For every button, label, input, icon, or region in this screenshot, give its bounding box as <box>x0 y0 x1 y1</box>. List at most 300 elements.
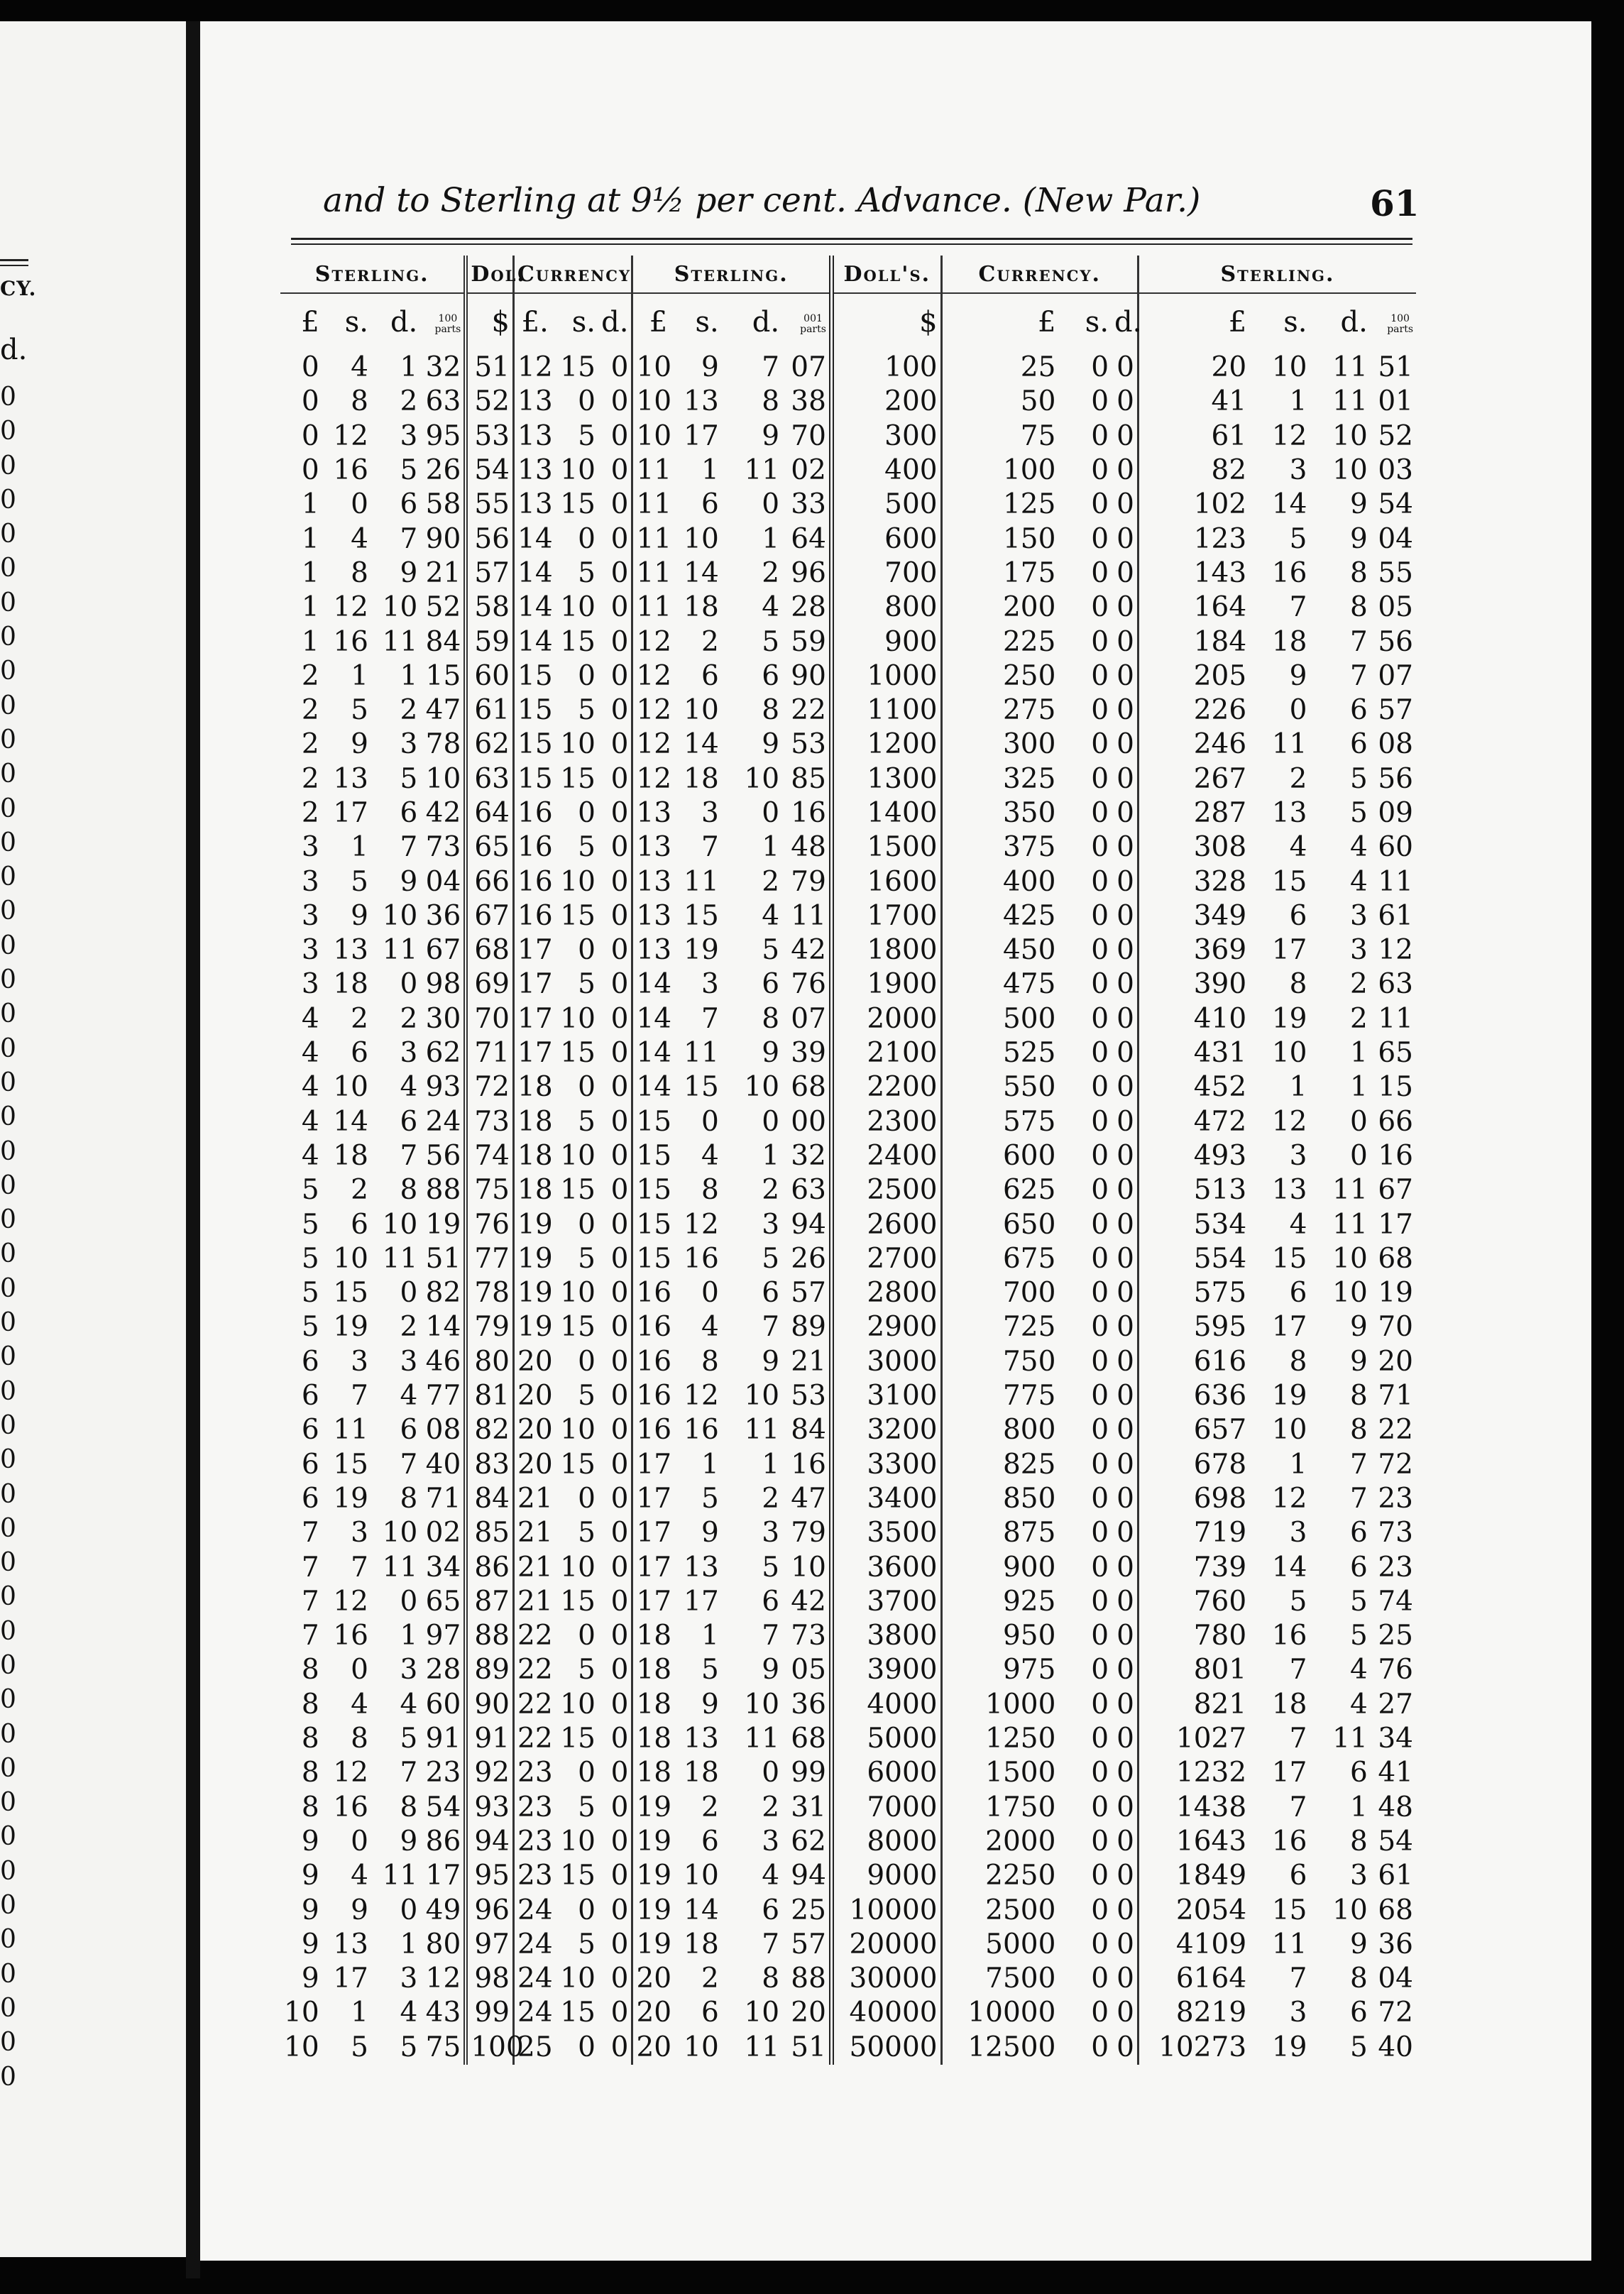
table-cell: 5 <box>578 1242 596 1275</box>
table-cell: 19 <box>333 1311 368 1344</box>
table-row <box>280 1002 1416 1036</box>
table-cell: 595 <box>1138 1310 1249 1344</box>
table-cell: 10 <box>425 762 461 795</box>
table-cell: 4 <box>400 1688 418 1720</box>
unit-hundredths-top: 100 <box>438 313 458 324</box>
table-cell: 0 <box>610 1242 629 1275</box>
table-cell: 7 <box>301 1551 319 1584</box>
table-cell: 26 <box>425 454 461 487</box>
table-cell: 11 <box>1378 865 1413 898</box>
table-row <box>280 1070 1416 1104</box>
table-cell: 54 <box>1378 1825 1413 1857</box>
table-cell: 0 <box>610 556 629 589</box>
table-cell: 4 <box>301 1037 319 1070</box>
left-zero: 0 <box>0 1376 16 1406</box>
table-cell: 21 <box>791 1345 826 1378</box>
table-cell: 20 <box>632 1962 670 1996</box>
table-cell: 801 <box>1138 1653 1249 1687</box>
table-cell: 12 <box>333 1585 368 1618</box>
unit-hundredths-bottom: parts <box>434 324 461 335</box>
table-cell: 51 <box>791 2031 826 2063</box>
table-cell: 1900 <box>831 967 941 1001</box>
table-cell: 6 <box>1349 1517 1368 1549</box>
left-zero: 0 <box>0 965 16 995</box>
table-cell: 2250 <box>941 1859 1058 1893</box>
table-cell: 0 <box>1116 831 1134 864</box>
table-cell: 40000 <box>831 1996 941 2030</box>
table-cell: 15 <box>1271 1894 1307 1926</box>
table-cell: 9 <box>1349 1345 1368 1378</box>
table-cell: 1 <box>301 522 319 555</box>
table-cell: 11 <box>1332 1208 1368 1241</box>
table-cell: 3 <box>1289 454 1307 487</box>
table-cell: 88 <box>466 1619 513 1653</box>
left-zero: 0 <box>0 417 16 446</box>
table-cell: 20 <box>514 1448 552 1482</box>
table-cell: 10 <box>284 1997 319 2029</box>
table-cell: 8 <box>1349 1414 1368 1447</box>
table-cell: 4 <box>762 899 780 932</box>
table-cell: 04 <box>425 865 461 898</box>
table-cell: 52 <box>425 591 461 624</box>
table-cell: 3 <box>762 1208 780 1241</box>
table-cell: 7 <box>1289 1791 1307 1823</box>
table-cell: 10 <box>1332 454 1368 487</box>
table-cell: 0 <box>1116 1311 1134 1344</box>
table-cell: 10 <box>382 1517 418 1549</box>
table-cell: 2054 <box>1138 1893 1249 1927</box>
left-zero: 0 <box>0 1719 16 1749</box>
table-cell: 0 <box>610 1860 629 1892</box>
table-cell: 54 <box>466 454 513 488</box>
table-cell: 1000 <box>831 659 941 693</box>
table-cell: 5 <box>578 1105 596 1138</box>
table-cell: 8 <box>762 1002 780 1035</box>
table-cell: 1 <box>400 659 418 692</box>
table-cell: 57 <box>1378 694 1413 727</box>
table-cell: 79 <box>466 1310 513 1344</box>
table-cell: 85 <box>791 762 826 795</box>
table-cell: 0 <box>1091 522 1109 555</box>
table-cell: 10 <box>744 1997 780 2029</box>
table-cell: 0 <box>1091 385 1109 418</box>
table-cell: 3 <box>1289 1139 1307 1172</box>
table-cell: 4 <box>400 1380 418 1412</box>
table-cell: 7 <box>1349 659 1368 692</box>
table-cell: 13 <box>632 933 670 967</box>
table-cell: 13 <box>684 385 719 418</box>
table-cell: 56 <box>1378 762 1413 795</box>
left-heading-fragment: CY. <box>0 277 37 300</box>
table-cell: 19 <box>514 1242 552 1276</box>
table-cell: 2 <box>400 694 418 727</box>
table-row <box>280 1310 1416 1344</box>
unit-hundredths-2-bottom: parts <box>800 324 826 335</box>
table-cell: 10 <box>284 2031 319 2063</box>
unit-pound-2: £ <box>632 293 670 351</box>
table-cell: 10 <box>632 351 670 385</box>
table-cell: 0 <box>1116 1208 1134 1241</box>
table-cell: 5 <box>1349 1585 1368 1618</box>
table-cell: 13 <box>632 865 670 899</box>
table-cell: 96 <box>466 1893 513 1927</box>
table-cell: 6 <box>1289 899 1307 932</box>
table-cell: 07 <box>791 351 826 384</box>
table-row <box>280 1139 1416 1173</box>
table-cell: 8 <box>1289 968 1307 1001</box>
table-row <box>280 351 1416 385</box>
left-zero: 0 <box>0 1685 16 1715</box>
table-cell: 4 <box>351 351 368 384</box>
table-cell: 0 <box>1091 831 1109 864</box>
table-cell: 42 <box>425 797 461 829</box>
table-cell: 15 <box>560 625 596 658</box>
table-cell: 52 <box>1378 419 1413 452</box>
left-zero: 0 <box>0 1136 16 1166</box>
table-cell: 14 <box>514 556 552 591</box>
table-cell: 82 <box>466 1413 513 1447</box>
table-cell: 4 <box>301 1139 319 1172</box>
table-row <box>280 385 1416 419</box>
table-cell: 2500 <box>941 1893 1058 1927</box>
table-cell: 950 <box>941 1619 1058 1653</box>
table-cell: 9 <box>400 556 418 589</box>
table-cell: 64 <box>466 796 513 830</box>
table-cell: 85 <box>466 1516 513 1550</box>
table-cell: 205 <box>1138 659 1249 693</box>
table-cell: 4 <box>1349 1654 1368 1686</box>
table-cell: 5 <box>400 2031 418 2063</box>
table-cell: 19 <box>1271 2031 1307 2063</box>
table-cell: 14 <box>632 1070 670 1104</box>
table-cell: 0 <box>1091 1620 1109 1652</box>
table-cell: 875 <box>941 1516 1058 1550</box>
table-cell: 57 <box>791 1928 826 1960</box>
table-cell: 11 <box>632 591 670 625</box>
table-cell: 54 <box>1378 488 1413 521</box>
table-cell: 0 <box>1116 1825 1134 1857</box>
table-cell: 10 <box>632 385 670 419</box>
table-cell: 0 <box>1091 968 1109 1001</box>
table-cell: 43 <box>425 1997 461 2029</box>
table-cell: 6 <box>1349 1757 1368 1789</box>
table-cell: 400 <box>831 454 941 488</box>
table-cell: 18 <box>514 1173 552 1207</box>
table-cell: 0 <box>1091 2031 1109 2063</box>
table-cell: 12 <box>632 762 670 796</box>
table-cell: 2 <box>301 694 319 727</box>
table-cell: 21 <box>514 1585 552 1619</box>
table-cell: 0 <box>610 694 629 727</box>
table-cell: 14 <box>632 967 670 1001</box>
table-cell: 11 <box>744 1414 780 1447</box>
table-cell: 1750 <box>941 1790 1058 1824</box>
table-cell: 0 <box>351 488 368 521</box>
table-cell: 1 <box>1289 1071 1307 1104</box>
table-cell: 17 <box>1271 934 1307 967</box>
table-cell: 1027 <box>1138 1722 1249 1756</box>
table-cell: 10 <box>1332 1277 1368 1310</box>
table-cell: 4 <box>351 522 368 555</box>
table-cell: 15 <box>560 1311 596 1344</box>
table-cell: 0 <box>1091 1208 1109 1241</box>
table-cell: 48 <box>791 831 826 864</box>
table-cell: 15 <box>514 659 552 693</box>
table-cell: 19 <box>514 1207 552 1241</box>
left-zero: 0 <box>0 383 16 412</box>
table-cell: 19 <box>333 1482 368 1515</box>
table-cell: 425 <box>941 899 1058 933</box>
table-cell: 5 <box>578 556 596 589</box>
table-cell: 0 <box>610 1620 629 1652</box>
table-cell: 0 <box>1091 1860 1109 1892</box>
table-row <box>280 1345 1416 1379</box>
unit-pence-3: d. <box>1340 306 1368 339</box>
table-cell: 2400 <box>831 1139 941 1173</box>
table-cell: 0 <box>610 1311 629 1344</box>
table-row <box>280 967 1416 1001</box>
table-cell: 925 <box>941 1585 1058 1619</box>
table-cell: 0 <box>1091 1414 1109 1447</box>
table-cell: 24 <box>425 1105 461 1138</box>
table-cell: 15 <box>632 1242 670 1276</box>
table-cell: 6 <box>1349 1551 1368 1584</box>
left-zero: 0 <box>0 1479 16 1509</box>
unit-dollar-2: $ <box>831 293 941 351</box>
table-cell: 68 <box>1378 1242 1413 1275</box>
table-cell: 9 <box>701 351 719 384</box>
table-cell: 7 <box>1289 591 1307 624</box>
table-cell: 19 <box>1378 1277 1413 1310</box>
table-cell: 57 <box>791 1277 826 1310</box>
table-cell: 3700 <box>831 1585 941 1619</box>
table-cell: 0 <box>301 419 319 452</box>
table-cell: 7 <box>400 1139 418 1172</box>
table-cell: 6 <box>400 1414 418 1447</box>
table-cell: 8 <box>351 385 368 418</box>
table-cell: 12500 <box>941 2031 1058 2065</box>
table-cell: 7 <box>1349 1482 1368 1515</box>
table-cell: 69 <box>466 967 513 1001</box>
table-cell: 51 <box>466 351 513 385</box>
table-cell: 1 <box>301 591 319 624</box>
table-row <box>280 1996 1416 2030</box>
table-row <box>280 488 1416 522</box>
table-cell: 16 <box>1271 1825 1307 1857</box>
group-header-dolls: Doll's. <box>831 256 941 293</box>
table-cell: 19 <box>1271 1002 1307 1035</box>
table-cell: 19 <box>632 1893 670 1927</box>
table-cell: 2 <box>301 797 319 829</box>
table-cell: 225 <box>941 625 1058 659</box>
table-cell: 10 <box>560 865 596 898</box>
table-cell: 0 <box>1116 1688 1134 1720</box>
table-cell: 18 <box>514 1139 552 1173</box>
table-cell: 12 <box>333 591 368 624</box>
table-row <box>280 1928 1416 1962</box>
table-cell: 19 <box>632 1825 670 1859</box>
table-cell: 0 <box>1091 1139 1109 1172</box>
table-cell: 23 <box>514 1825 552 1859</box>
table-cell: 500 <box>831 488 941 522</box>
table-cell: 56 <box>466 522 513 556</box>
table-cell: 12 <box>1271 1105 1307 1138</box>
left-zero: 0 <box>0 554 16 583</box>
table-cell: 4 <box>762 1860 780 1892</box>
table-cell: 16 <box>333 625 368 658</box>
table-cell: 67 <box>466 899 513 933</box>
table-cell: 63 <box>791 1174 826 1207</box>
table-cell: 0 <box>1091 556 1109 589</box>
table-cell: 99 <box>466 1996 513 2030</box>
table-cell: 56 <box>425 1139 461 1172</box>
table-cell: 1800 <box>831 933 941 967</box>
table-cell: 100 <box>941 454 1058 488</box>
table-cell: 2 <box>1349 968 1368 1001</box>
table-cell: 34 <box>425 1551 461 1584</box>
left-zero: 0 <box>0 1033 16 1063</box>
table-cell: 3800 <box>831 1619 941 1653</box>
table-cell: 19 <box>684 934 719 967</box>
table-cell: 65 <box>1378 1037 1413 1070</box>
table-cell: 10 <box>382 591 418 624</box>
table-cell: 16 <box>514 865 552 899</box>
left-zero: 0 <box>0 1273 16 1303</box>
table-cell: 0 <box>1116 1791 1134 1823</box>
table-cell: 32 <box>425 351 461 384</box>
table-cell: 0 <box>1116 728 1134 761</box>
table-cell: 73 <box>425 831 461 864</box>
table-cell: 73 <box>466 1105 513 1139</box>
table-cell: 2 <box>762 1482 780 1515</box>
left-zero-column <box>0 380 28 2095</box>
table-cell: 349 <box>1138 899 1249 933</box>
table-cell: 6 <box>1349 694 1368 727</box>
table-cell: 14 <box>684 1894 719 1926</box>
table-cell: 5 <box>301 1242 319 1275</box>
table-cell: 4 <box>701 1311 719 1344</box>
table-cell: 850 <box>941 1482 1058 1516</box>
table-cell: 8 <box>1349 556 1368 589</box>
table-cell: 5 <box>578 1380 596 1412</box>
table-cell: 150 <box>941 522 1058 556</box>
table-cell: 5 <box>400 762 418 795</box>
table-cell: 76 <box>791 968 826 1001</box>
table-cell: 5 <box>578 694 596 727</box>
table-cell: 17 <box>1378 1208 1413 1241</box>
table-cell: 00 <box>791 1105 826 1138</box>
table-row <box>280 830 1416 865</box>
table-cell: 287 <box>1138 796 1249 830</box>
table-cell: 472 <box>1138 1105 1249 1139</box>
table-cell: 0 <box>1349 1105 1368 1138</box>
unit-cur-shilling-2: s. <box>1085 306 1109 339</box>
table-cell: 1 <box>351 831 368 864</box>
table-cell: 0 <box>1116 1997 1134 2029</box>
table-cell: 0 <box>610 591 629 624</box>
table-cell: 74 <box>466 1139 513 1173</box>
table-cell: 12 <box>684 1380 719 1412</box>
table-cell: 10 <box>1271 1414 1307 1447</box>
table-cell: 5 <box>578 1654 596 1686</box>
table-cell: 1438 <box>1138 1790 1249 1824</box>
table-cell: 300 <box>831 419 941 454</box>
table-cell: 3 <box>351 1517 368 1549</box>
table-cell: 33 <box>791 488 826 521</box>
table-cell: 0 <box>610 1551 629 1584</box>
table-cell: 19 <box>632 1790 670 1824</box>
unit-hundredths <box>420 293 466 351</box>
table-cell: 13 <box>684 1551 719 1584</box>
group-header-currency-1: Currency <box>514 256 632 293</box>
table-row <box>280 1550 1416 1584</box>
table-cell: 0 <box>1091 351 1109 384</box>
table-cell: 1250 <box>941 1722 1058 1756</box>
table-cell: 1 <box>1349 1071 1368 1104</box>
table-cell: 18 <box>1271 625 1307 658</box>
left-zero: 0 <box>0 725 16 754</box>
table-cell: 14 <box>514 591 552 625</box>
table-cell: 0 <box>610 1414 629 1447</box>
table-cell: 0 <box>1091 1723 1109 1755</box>
table-cell: 0 <box>1091 1517 1109 1549</box>
table-cell: 18 <box>684 762 719 795</box>
table-row <box>280 899 1416 933</box>
table-cell: 22 <box>791 694 826 727</box>
table-cell: 0 <box>1116 419 1134 452</box>
group-header-sterling-2: Sterling. <box>632 256 832 293</box>
table-cell: 636 <box>1138 1379 1249 1413</box>
table-cell: 102 <box>1138 488 1249 522</box>
table-cell: 82 <box>425 1277 461 1310</box>
table-cell: 89 <box>791 1311 826 1344</box>
table-cell: 10 <box>791 1551 826 1584</box>
table-cell: 14 <box>632 1036 670 1070</box>
table-cell: 42 <box>791 1585 826 1618</box>
table-cell: 1 <box>400 351 418 384</box>
table-cell: 5 <box>400 1723 418 1755</box>
table-cell: 17 <box>684 1585 719 1618</box>
table-cell: 0 <box>610 1585 629 1618</box>
table-cell: 200 <box>831 385 941 419</box>
table-cell: 10 <box>560 1551 596 1584</box>
table-cell: 88 <box>791 1963 826 1995</box>
table-cell: 9 <box>301 1928 319 1960</box>
page-number: 61 <box>1370 182 1420 224</box>
table-cell: 0 <box>610 1757 629 1789</box>
table-cell: 0 <box>610 1997 629 2029</box>
table-cell: 6 <box>1289 1860 1307 1892</box>
table-cell: 18 <box>514 1105 552 1139</box>
table-cell: 18 <box>632 1722 670 1756</box>
table-cell: 1000 <box>941 1688 1058 1722</box>
group-header-sterling-3: Sterling. <box>1138 256 1416 293</box>
table-cell: 10 <box>684 2031 719 2063</box>
table-cell: 16 <box>514 796 552 830</box>
table-cell: 0 <box>610 1928 629 1960</box>
left-zero: 0 <box>0 1959 16 1989</box>
table-cell: 58 <box>466 591 513 625</box>
unit-cur-pence: d. <box>601 306 629 339</box>
table-cell: 0 <box>610 1174 629 1207</box>
table-cell: 23 <box>425 1757 461 1789</box>
table-cell: 20000 <box>831 1928 941 1962</box>
table-row <box>280 659 1416 693</box>
table-cell: 8 <box>701 1345 719 1378</box>
table-cell: 72 <box>1378 1997 1413 2029</box>
table-cell: 88 <box>425 1174 461 1207</box>
left-zero: 0 <box>0 1102 16 1132</box>
